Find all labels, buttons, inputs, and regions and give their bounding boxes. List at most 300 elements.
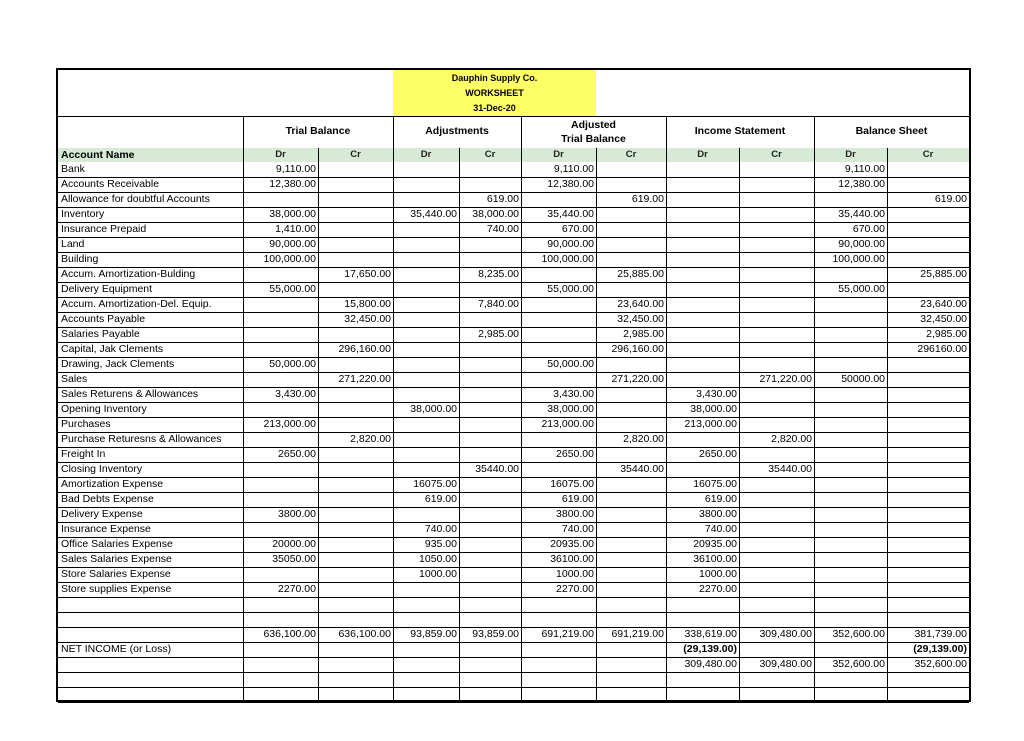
value-cell-bs-dr: [814, 582, 887, 597]
value-cell-tb-cr: 15,800.00: [344, 298, 391, 310]
value-cell-bs-dr: [814, 687, 887, 702]
value-cell-atb-cr: [596, 597, 666, 612]
value-cell-bs-dr: [814, 552, 887, 567]
value-cell-adj-cr: [459, 642, 521, 657]
table-row: [58, 297, 969, 312]
account-name-cell: Delivery Expense: [61, 508, 143, 520]
table-row: [58, 372, 969, 387]
subheader-adj-dr: Dr: [420, 149, 432, 160]
value-cell-atb-dr: 35,440.00: [547, 208, 594, 220]
value-cell-tb-dr: [243, 657, 318, 672]
value-cell-atb-dr: 36100.00: [550, 553, 594, 565]
value-cell-bs-cr: [887, 162, 969, 177]
value-cell-is-cr: [739, 162, 814, 177]
value-cell-adj-cr: [459, 312, 521, 327]
value-cell-tb-dr: 20000.00: [272, 538, 316, 550]
value-cell-tb-dr: [243, 642, 318, 657]
value-cell-adj-dr: [393, 387, 459, 402]
value-cell-adj-cr: [459, 672, 521, 687]
value-cell-is-cr: [739, 192, 814, 207]
subheader-is-dr: Dr: [697, 149, 708, 160]
value-cell-adj-dr: [393, 612, 459, 627]
value-cell-adj-dr: 619.00: [424, 493, 457, 505]
value-cell-bs-dr: 35,440.00: [838, 208, 885, 220]
table-row: [58, 612, 969, 627]
value-cell-atb-cr: [596, 582, 666, 597]
subheader-atb-dr: Dr: [553, 149, 564, 160]
value-cell-tb-dr: 55,000.00: [269, 283, 316, 295]
value-cell-is-cr: [739, 237, 814, 252]
account-name-cell: Store supplies Expense: [61, 583, 172, 595]
table-row: [58, 342, 969, 357]
value-cell-adj-dr: [393, 597, 459, 612]
value-cell-is-dr: 20935.00: [693, 538, 737, 550]
value-cell-bs-dr: 100,000.00: [832, 253, 885, 265]
account-name-cell: Purchase Returesns & Allowances: [61, 433, 222, 445]
value-cell-adj-cr: [459, 522, 521, 537]
value-cell-atb-dr: 619.00: [561, 493, 594, 505]
account-name-cell: Land: [61, 238, 85, 250]
value-cell-is-dr: 16075.00: [693, 478, 737, 490]
value-cell-adj-dr: [393, 687, 459, 702]
account-name-cell: Sales: [61, 373, 88, 385]
header-divider: [58, 116, 969, 117]
value-cell-atb-cr: 2,820.00: [623, 433, 664, 445]
value-cell-tb-cr: [318, 162, 393, 177]
account-name-cell: Accum. Amortization-Del. Equip.: [61, 298, 212, 310]
table-row: [58, 552, 969, 567]
value-cell-adj-cr: [459, 612, 521, 627]
value-cell-atb-cr: [596, 507, 666, 522]
value-cell-adj-dr: 35,440.00: [410, 208, 457, 220]
group-header-adj: Adjustments: [425, 125, 489, 137]
worksheet-date: 31-Dec-20: [473, 103, 516, 113]
value-cell-atb-dr: 50,000.00: [547, 358, 594, 370]
value-cell-adj-dr: [393, 357, 459, 372]
value-cell-atb-dr: 12,380.00: [547, 178, 594, 190]
value-cell-tb-cr: [318, 597, 393, 612]
value-cell-adj-dr: 740.00: [424, 523, 457, 535]
value-cell-tb-cr: [318, 402, 393, 417]
value-cell-bs-dr: [814, 387, 887, 402]
column-divider: [521, 116, 522, 702]
value-cell-is-dr: [666, 267, 739, 282]
value-cell-atb-dr: 740.00: [561, 523, 594, 535]
group-header-atb: Adjusted Trial Balance: [561, 119, 626, 145]
value-cell-is-cr: [739, 267, 814, 282]
value-cell-tb-cr: [318, 357, 393, 372]
account-name-cell: Freight In: [61, 448, 106, 460]
value-cell-is-cr: [739, 507, 814, 522]
value-cell-adj-cr: 619.00: [486, 193, 519, 205]
value-cell-is-cr: 35440.00: [768, 463, 812, 475]
value-cell-bs-cr: [887, 372, 969, 387]
table-row: [58, 537, 969, 552]
value-cell-adj-dr: [393, 657, 459, 672]
value-cell-tb-cr: [318, 462, 393, 477]
value-cell-is-cr: [739, 552, 814, 567]
value-cell-is-cr: 271,220.00: [759, 373, 812, 385]
value-cell-tb-dr: [243, 522, 318, 537]
value-cell-is-cr: [739, 417, 814, 432]
value-cell-adj-dr: [393, 432, 459, 447]
value-cell-is-dr: 213,000.00: [684, 418, 737, 430]
value-cell-bs-dr: [814, 462, 887, 477]
value-cell-is-cr: [739, 447, 814, 462]
value-cell-is-dr: 2650.00: [699, 448, 737, 460]
value-cell-tb-cr: [318, 447, 393, 462]
account-name-cell: Allowance for doubtful Accounts: [61, 193, 210, 205]
value-cell-adj-dr: [393, 672, 459, 687]
value-cell-atb-cr: 691,219.00: [611, 628, 664, 640]
value-cell-atb-cr: [596, 657, 666, 672]
worksheet-title: WORKSHEET: [465, 88, 524, 98]
value-cell-tb-dr: [243, 402, 318, 417]
table-row: [58, 402, 969, 417]
value-cell-bs-cr: [887, 432, 969, 447]
value-cell-tb-cr: [318, 222, 393, 237]
value-cell-tb-dr: [243, 312, 318, 327]
row-divider: [58, 702, 969, 703]
value-cell-is-dr: 740.00: [704, 523, 737, 535]
table-row: [58, 207, 969, 222]
value-cell-bs-cr: [887, 237, 969, 252]
value-cell-tb-cr: [318, 492, 393, 507]
value-cell-is-cr: [739, 567, 814, 582]
value-cell-is-dr: 309,480.00: [684, 658, 737, 670]
value-cell-atb-cr: 25,885.00: [617, 268, 664, 280]
value-cell-tb-cr: [318, 207, 393, 222]
value-cell-atb-dr: 3800.00: [556, 508, 594, 520]
value-cell-is-cr: [739, 357, 814, 372]
table-row: [58, 312, 969, 327]
value-cell-adj-cr: 7,840.00: [478, 298, 519, 310]
value-cell-tb-cr: [318, 612, 393, 627]
value-cell-bs-cr: [887, 387, 969, 402]
value-cell-bs-cr: 23,640.00: [920, 298, 967, 310]
account-name-cell: Closing Inventory: [61, 463, 143, 475]
table-row: [58, 627, 969, 642]
value-cell-tb-cr: [318, 522, 393, 537]
value-cell-adj-dr: [393, 237, 459, 252]
value-cell-tb-dr: [243, 492, 318, 507]
value-cell-is-cr: [739, 177, 814, 192]
account-name-cell: NET INCOME (or Loss): [61, 643, 172, 655]
column-divider: [318, 148, 319, 702]
account-name-cell: Capital, Jak Clements: [61, 343, 164, 355]
value-cell-bs-cr: [887, 462, 969, 477]
table-row: [58, 432, 969, 447]
value-cell-bs-cr: [887, 357, 969, 372]
value-cell-bs-dr: 55,000.00: [838, 283, 885, 295]
value-cell-adj-cr: [459, 417, 521, 432]
value-cell-atb-dr: [521, 312, 596, 327]
value-cell-atb-dr: 90,000.00: [547, 238, 594, 250]
value-cell-adj-cr: [459, 432, 521, 447]
value-cell-atb-dr: 691,219.00: [541, 628, 594, 640]
value-cell-bs-cr: [887, 417, 969, 432]
value-cell-bs-cr: [887, 282, 969, 297]
company-name: Dauphin Supply Co.: [451, 73, 538, 83]
value-cell-tb-cr: [318, 642, 393, 657]
value-cell-atb-cr: 35440.00: [620, 463, 664, 475]
value-cell-atb-dr: 55,000.00: [547, 283, 594, 295]
account-name-cell: Insurance Prepaid: [61, 223, 147, 235]
subheader-tb-cr: Cr: [350, 149, 361, 160]
value-cell-tb-cr: 17,650.00: [344, 268, 391, 280]
value-cell-atb-dr: [521, 642, 596, 657]
table-row: [58, 672, 969, 687]
value-cell-tb-cr: [318, 567, 393, 582]
value-cell-tb-dr: 2650.00: [278, 448, 316, 460]
value-cell-atb-cr: 32,450.00: [617, 313, 664, 325]
value-cell-adj-dr: 935.00: [424, 538, 457, 550]
value-cell-bs-dr: [814, 447, 887, 462]
subheader-bs-cr: Cr: [922, 149, 934, 160]
value-cell-tb-dr: 213,000.00: [263, 418, 316, 430]
value-cell-is-cr: [739, 312, 814, 327]
value-cell-adj-cr: 2,985.00: [478, 328, 519, 340]
value-cell-atb-cr: 296,160.00: [611, 343, 664, 355]
value-cell-adj-dr: [393, 252, 459, 267]
value-cell-tb-dr: [243, 672, 318, 687]
value-cell-bs-dr: 9,110.00: [844, 163, 885, 175]
column-divider: [459, 148, 460, 702]
value-cell-is-cr: [739, 642, 814, 657]
value-cell-adj-dr: [393, 342, 459, 357]
value-cell-is-dr: 3800.00: [699, 508, 737, 520]
value-cell-tb-cr: [318, 192, 393, 207]
account-name-header: Account Name: [61, 149, 135, 161]
value-cell-is-cr: 309,480.00: [759, 658, 812, 670]
value-cell-adj-dr: [393, 462, 459, 477]
value-cell-atb-cr: [596, 687, 666, 702]
value-cell-atb-cr: [596, 357, 666, 372]
value-cell-tb-cr: [318, 687, 393, 702]
value-cell-bs-cr: [887, 537, 969, 552]
value-cell-adj-dr: [393, 372, 459, 387]
value-cell-adj-cr: [459, 657, 521, 672]
value-cell-bs-dr: [814, 522, 887, 537]
table-row: [58, 477, 969, 492]
value-cell-is-dr: [666, 162, 739, 177]
value-cell-tb-cr: [318, 252, 393, 267]
value-cell-tb-cr: [318, 507, 393, 522]
value-cell-tb-dr: [243, 432, 318, 447]
table-row: [58, 267, 969, 282]
value-cell-is-cr: [739, 342, 814, 357]
account-name-cell: Purchases: [61, 418, 111, 430]
value-cell-tb-dr: [243, 477, 318, 492]
value-cell-adj-dr: 1000.00: [419, 568, 457, 580]
value-cell-bs-cr: (29,139.00): [913, 643, 967, 655]
table-row: [58, 522, 969, 537]
account-name-cell: Drawing, Jack Clements: [61, 358, 175, 370]
value-cell-atb-dr: 213,000.00: [541, 418, 594, 430]
value-cell-bs-dr: [814, 402, 887, 417]
value-cell-tb-dr: 12,380.00: [269, 178, 316, 190]
value-cell-adj-dr: [393, 642, 459, 657]
value-cell-adj-dr: [393, 192, 459, 207]
value-cell-bs-dr: [814, 492, 887, 507]
value-cell-is-cr: [739, 477, 814, 492]
value-cell-is-dr: 338,619.00: [684, 628, 737, 640]
value-cell-is-dr: [666, 672, 739, 687]
account-name-cell: Sales Salaries Expense: [61, 553, 172, 565]
value-cell-tb-dr: 636,100.00: [263, 628, 316, 640]
value-cell-is-dr: 2270.00: [699, 583, 737, 595]
column-divider: [666, 116, 667, 702]
value-cell-atb-dr: 2650.00: [556, 448, 594, 460]
value-cell-atb-dr: 670.00: [561, 223, 594, 235]
value-cell-atb-dr: [521, 687, 596, 702]
value-cell-atb-dr: [521, 297, 596, 312]
subheader-atb-cr: Cr: [625, 149, 637, 160]
value-cell-adj-dr: [393, 222, 459, 237]
account-name-cell: Opening Inventory: [61, 403, 147, 415]
value-cell-bs-cr: [887, 252, 969, 267]
value-cell-atb-cr: [596, 237, 666, 252]
value-cell-adj-cr: [459, 597, 521, 612]
value-cell-bs-dr: 670.00: [852, 223, 885, 235]
value-cell-is-dr: [666, 282, 739, 297]
value-cell-is-cr: [739, 492, 814, 507]
value-cell-bs-dr: 352,600.00: [832, 628, 885, 640]
value-cell-tb-cr: [318, 387, 393, 402]
value-cell-bs-cr: 619.00: [934, 193, 967, 205]
value-cell-bs-dr: [814, 477, 887, 492]
value-cell-atb-cr: [596, 222, 666, 237]
value-cell-adj-cr: [459, 447, 521, 462]
table-row: [58, 387, 969, 402]
value-cell-adj-cr: [459, 357, 521, 372]
column-divider: [739, 148, 740, 702]
value-cell-is-cr: 2,820.00: [771, 433, 812, 445]
value-cell-bs-cr: 32,450.00: [920, 313, 967, 325]
table-row: [58, 282, 969, 297]
account-name-cell: Bad Debts Expense: [61, 493, 154, 505]
value-cell-adj-cr: 35440.00: [475, 463, 519, 475]
account-name-cell: Accounts Receivable: [61, 178, 160, 190]
value-cell-tb-dr: 38,000.00: [269, 208, 316, 220]
value-cell-atb-cr: [596, 522, 666, 537]
value-cell-bs-cr: [887, 207, 969, 222]
value-cell-atb-cr: [596, 282, 666, 297]
value-cell-atb-dr: [521, 192, 596, 207]
worksheet-title-block: [393, 70, 596, 116]
value-cell-is-cr: [739, 612, 814, 627]
value-cell-is-cr: [739, 387, 814, 402]
value-cell-bs-dr: [814, 312, 887, 327]
value-cell-adj-dr: 93,859.00: [410, 628, 457, 640]
value-cell-bs-cr: [887, 582, 969, 597]
value-cell-atb-cr: [596, 567, 666, 582]
value-cell-bs-dr: [814, 342, 887, 357]
value-cell-is-dr: [666, 327, 739, 342]
value-cell-atb-cr: 2,985.00: [623, 328, 664, 340]
value-cell-is-dr: [666, 687, 739, 702]
value-cell-is-cr: [739, 672, 814, 687]
value-cell-tb-dr: [243, 567, 318, 582]
value-cell-adj-dr: [393, 282, 459, 297]
value-cell-atb-dr: 2270.00: [556, 583, 594, 595]
value-cell-tb-dr: 90,000.00: [269, 238, 316, 250]
value-cell-tb-cr: [318, 417, 393, 432]
value-cell-bs-cr: 296160.00: [917, 343, 967, 355]
value-cell-tb-cr: [318, 477, 393, 492]
value-cell-atb-cr: [596, 252, 666, 267]
value-cell-is-dr: 38,000.00: [690, 403, 737, 415]
value-cell-atb-cr: [596, 162, 666, 177]
value-cell-atb-dr: [521, 597, 596, 612]
account-name-cell: Amortization Expense: [61, 478, 164, 490]
value-cell-adj-cr: [459, 177, 521, 192]
value-cell-bs-cr: [887, 402, 969, 417]
value-cell-bs-cr: [887, 672, 969, 687]
value-cell-is-dr: [666, 222, 739, 237]
value-cell-atb-cr: [596, 402, 666, 417]
table-row: [58, 237, 969, 252]
worksheet-table: [56, 68, 971, 702]
value-cell-atb-dr: [521, 267, 596, 282]
value-cell-is-dr: [666, 237, 739, 252]
value-cell-bs-dr: [814, 597, 887, 612]
value-cell-tb-dr: 50,000.00: [269, 358, 316, 370]
value-cell-adj-cr: [459, 372, 521, 387]
table-row: [58, 642, 969, 657]
value-cell-atb-dr: [521, 327, 596, 342]
value-cell-atb-dr: 9,110.00: [553, 163, 594, 175]
value-cell-is-cr: [739, 222, 814, 237]
value-cell-is-dr: [666, 612, 739, 627]
value-cell-adj-cr: [459, 567, 521, 582]
subheader-bs-dr: Dr: [845, 149, 856, 160]
value-cell-is-cr: 309,480.00: [759, 628, 812, 640]
value-cell-tb-dr: 3800.00: [278, 508, 316, 520]
value-cell-atb-dr: 100,000.00: [541, 253, 594, 265]
value-cell-adj-cr: 740.00: [486, 223, 519, 235]
value-cell-atb-dr: 20935.00: [550, 538, 594, 550]
table-row: [58, 252, 969, 267]
value-cell-atb-cr: [596, 642, 666, 657]
value-cell-atb-dr: 1000.00: [556, 568, 594, 580]
account-name-cell: Inventory: [61, 208, 105, 220]
value-cell-is-dr: [666, 312, 739, 327]
value-cell-is-dr: (29,139.00): [683, 643, 737, 655]
value-cell-bs-cr: [887, 222, 969, 237]
value-cell-tb-cr: [318, 327, 393, 342]
column-divider: [596, 148, 597, 702]
value-cell-is-dr: [666, 342, 739, 357]
value-cell-bs-dr: [814, 357, 887, 372]
value-cell-tb-cr: [318, 282, 393, 297]
value-cell-bs-dr: [814, 612, 887, 627]
value-cell-is-dr: 1000.00: [699, 568, 737, 580]
value-cell-atb-dr: 38,000.00: [547, 403, 594, 415]
value-cell-is-dr: [666, 297, 739, 312]
value-cell-bs-cr: [887, 492, 969, 507]
value-cell-bs-cr: 352,600.00: [914, 658, 967, 670]
value-cell-tb-dr: [243, 597, 318, 612]
value-cell-tb-dr: [243, 192, 318, 207]
value-cell-tb-dr: 100,000.00: [263, 253, 316, 265]
value-cell-adj-dr: [393, 312, 459, 327]
value-cell-adj-dr: [393, 507, 459, 522]
table-row: [58, 192, 969, 207]
value-cell-bs-dr: 12,380.00: [838, 178, 885, 190]
value-cell-adj-cr: [459, 387, 521, 402]
value-cell-is-dr: [666, 462, 739, 477]
